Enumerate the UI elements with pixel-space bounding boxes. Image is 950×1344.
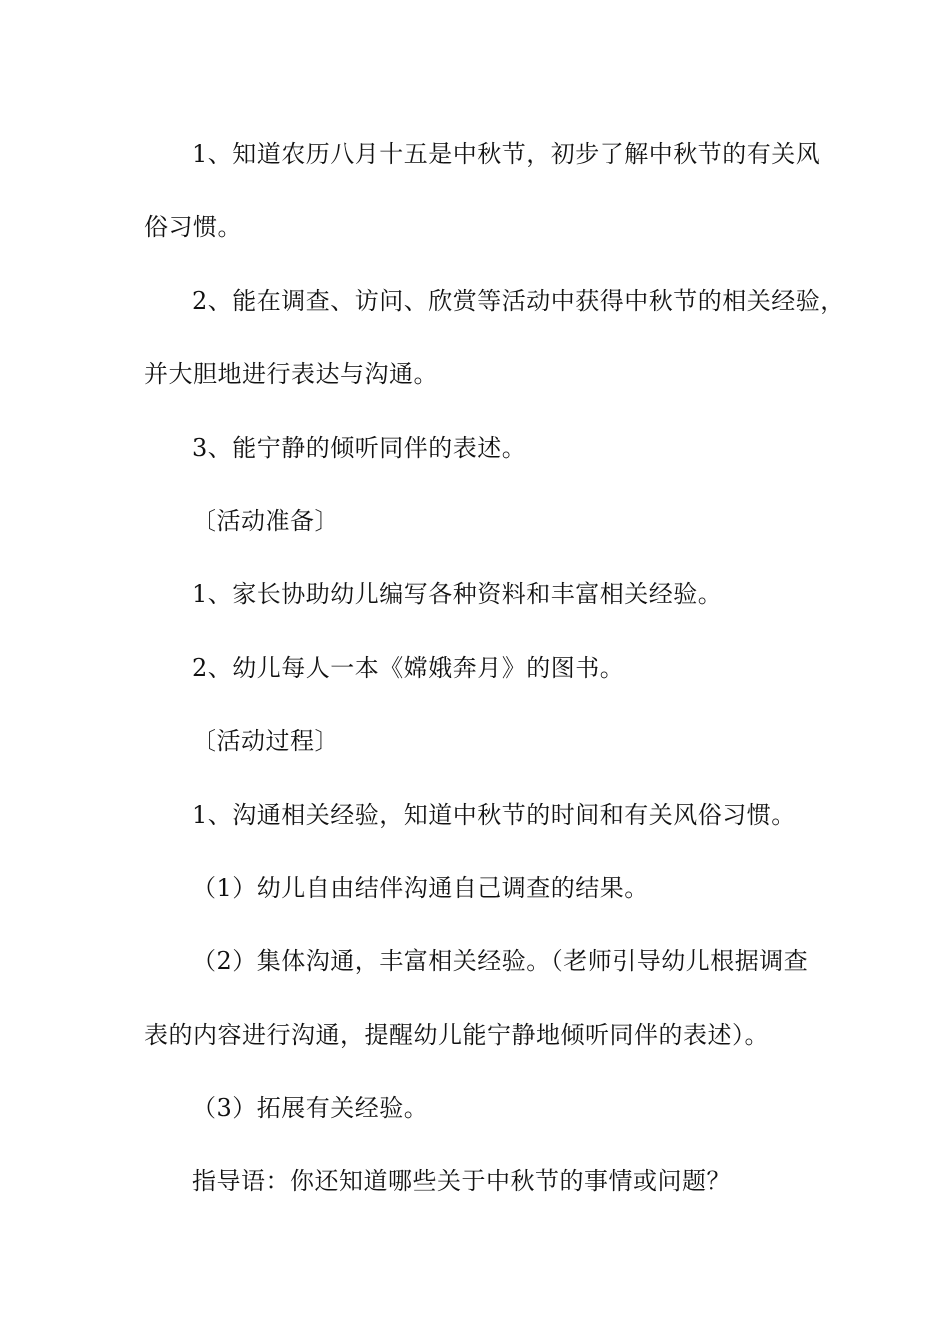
text-line: 2、幼儿每人一本《嫦娥奔月》的图书。: [192, 653, 625, 682]
text-line: 2、能在调查、访问、欣赏等活动中获得中秋节的相关经验，: [192, 286, 845, 315]
section-heading: 〔活动过程〕: [192, 727, 339, 756]
text-line: （2）集体沟通，丰富相关经验。（老师引导幼儿根据调查: [192, 947, 809, 976]
text-line: 俗习惯。: [144, 213, 242, 242]
section-heading: 〔活动准备〕: [192, 506, 339, 535]
text-line: 1、知道农历八月十五是中秋节，初步了解中秋节的有关风: [192, 140, 821, 168]
document-body: [144, 128, 845, 1229]
text-line: （1）幼儿自由结伴沟通自己调查的结果。: [192, 873, 649, 902]
text-line: 1、沟通相关经验，知道中秋节的时间和有关风俗习惯。: [192, 800, 796, 829]
text-line: 3、能宁静的倾听同伴的表述。: [192, 433, 527, 462]
text-line: 1、家长协助幼儿编写各种资料和丰富相关经验。: [192, 580, 723, 609]
text-line: 指导语：你还知道哪些关于中秋节的事情或问题？: [192, 1167, 731, 1196]
text-line: 并大胆地进行表达与沟通。: [144, 360, 438, 389]
text-line: 表的内容进行沟通，提醒幼儿能宁静地倾听同伴的表述）。: [144, 1020, 769, 1049]
text-line: （3）拓展有关经验。: [192, 1094, 429, 1123]
